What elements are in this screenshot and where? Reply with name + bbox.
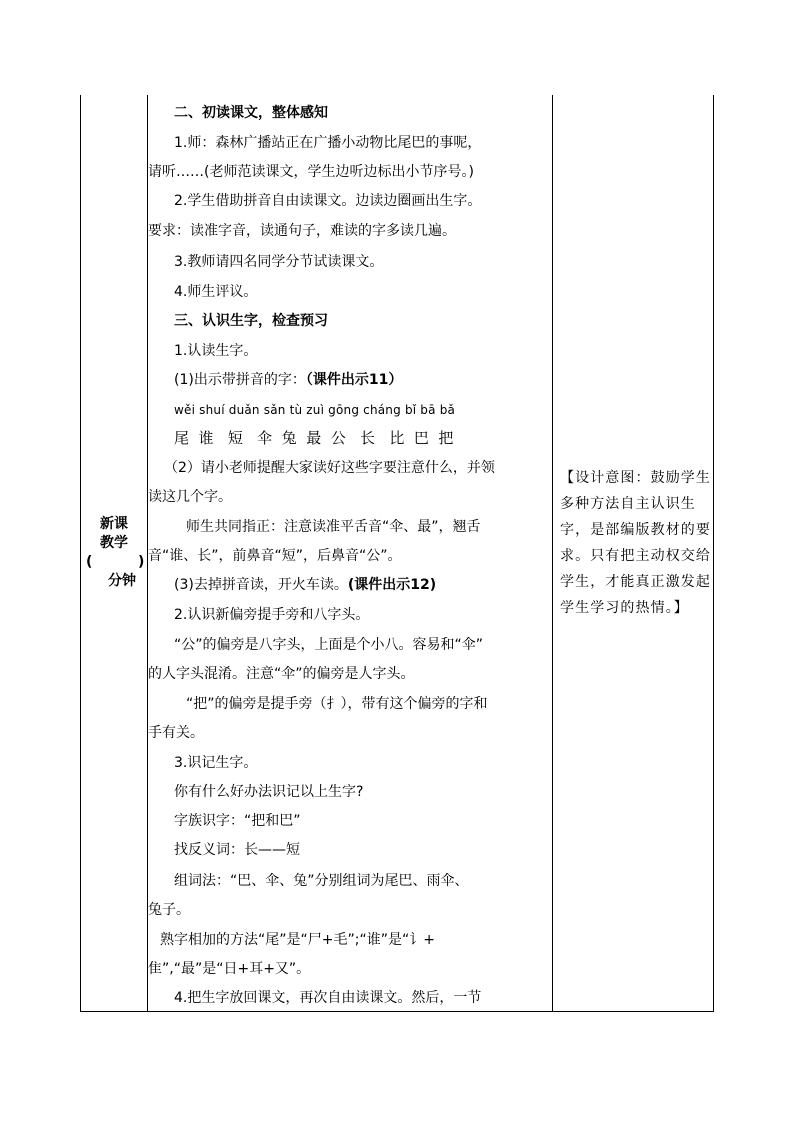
design-intent-line6: 学生学习的热情。】 xyxy=(560,600,689,616)
step-1: 1.认读生字。 xyxy=(174,343,258,359)
paragraph-1a: 1.师：森林广播站正在广播小动物比尾巴的事呢， xyxy=(174,135,482,151)
design-intent-line5: 学生，才能真正激发起 xyxy=(560,574,711,590)
paragraph-4: 4.师生评议。 xyxy=(174,284,258,300)
stage-label-line5: 分钟 xyxy=(108,573,136,589)
step-2a-a: “公”的偏旁是八字头，上面是个小八。容易和“伞” xyxy=(174,637,484,653)
step-3e-a: 熟字相加的方法“尾”是“尸+毛”;“谁”是“讠+ xyxy=(160,932,435,948)
design-intent-line3: 字，是部编版教材的要 xyxy=(560,522,711,538)
step-1a-text: (1)出示带拼音的字： xyxy=(174,372,306,388)
step-1d-text: (3)去掉拼音读，开火车读。 xyxy=(174,577,348,593)
step-2b-a: “把”的偏旁是提手旁（扌），带有这个偏旁的字和 xyxy=(186,696,488,712)
step-1b-b: 读这几个字。 xyxy=(148,489,232,505)
design-intent-line2: 多种方法自主认识生 xyxy=(560,496,696,512)
step-3d-a: 组词法：“巴、伞、兔”分别组词为尾巴、雨伞、 xyxy=(174,873,469,889)
lesson-plan-table xyxy=(80,95,714,1012)
paragraph-3: 3.教师请四名同学分节试读课文。 xyxy=(174,254,384,270)
step-2: 2.认识新偏旁提手旁和八字头。 xyxy=(174,607,370,623)
design-intent-line1: 【设计意图：鼓励学生 xyxy=(560,470,711,486)
paragraph-1b: 请听……(老师范读课文，学生边听边标出小节序号。) xyxy=(148,164,474,180)
stage-label-line2: 教学 xyxy=(100,535,128,551)
stage-label-paren-close: ) xyxy=(138,554,145,570)
step-1c-b: 音“谁、长”，前鼻音“短”，后鼻音“公”。 xyxy=(148,548,402,564)
step-2b-b: 手有关。 xyxy=(148,725,204,741)
design-intent-line4: 求。只有把主动权交给 xyxy=(560,548,711,564)
step-1b-a: （2）请小老师提醒大家读好这些字要注意什么，并领 xyxy=(164,460,495,476)
step-3e-b: 隹”,“最”是“日+耳+又”。 xyxy=(148,961,311,977)
section-heading-3: 三、认识生字，检查预习 xyxy=(174,313,328,329)
step-3: 3.识记生字。 xyxy=(174,755,258,771)
stage-label-paren-open: ( xyxy=(86,554,93,570)
table-border-bottom xyxy=(80,1011,714,1012)
step-1a-courseware: （课件出示11） xyxy=(305,372,403,388)
teaching-process-cell xyxy=(148,95,570,1011)
paragraph-2a: 2.学生借助拼音自由读课文。边读边圈画出生字。 xyxy=(174,193,482,209)
step-1d-courseware: (课件出示12) xyxy=(347,577,437,593)
step-1d xyxy=(174,575,436,595)
step-3b: 字族识字：“把和巴” xyxy=(174,813,301,829)
step-1c-a: 师生共同指正：注意读准平舌音“伞、最”，翘舌 xyxy=(186,519,481,535)
step-3a: 你有什么好办法识记以上生字? xyxy=(174,784,364,800)
character-row: 尾 谁 短 伞 兔 最 公 长 比 巴 把 xyxy=(174,429,454,447)
step-3d-b: 兔子。 xyxy=(148,902,190,918)
stage-label-cell xyxy=(81,95,147,1011)
step-3c: 找反义词：长——短 xyxy=(174,842,300,858)
step-4: 4.把生字放回课文，再次自由读课文。然后，一节 xyxy=(174,990,482,1006)
stage-label-line1: 新课 xyxy=(100,516,128,532)
step-1a xyxy=(174,370,402,390)
section-heading-2: 二、初读课文，整体感知 xyxy=(174,105,328,121)
table-border-right xyxy=(713,95,714,1012)
step-2a-b: 的人字头混淆。注意“伞”的偏旁是人字头。 xyxy=(148,666,415,682)
paragraph-2b: 要求：读准字音，读通句子，难读的字多读几遍。 xyxy=(148,223,456,239)
pinyin-row: wěi shuí duǎn sǎn tù zuì gōng cháng bǐ bā bǎ xyxy=(174,403,456,417)
